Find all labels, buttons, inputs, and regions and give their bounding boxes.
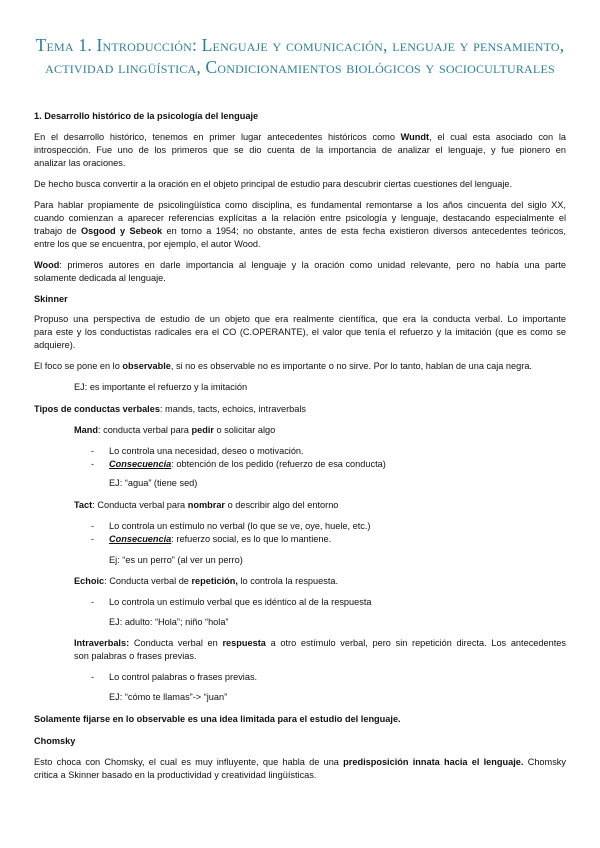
example-line: Ej: “es un perro” (al ver un perro) bbox=[109, 555, 243, 565]
bullet-item: Lo controla un estímulo verbal que es idéntico al de la respuesta bbox=[109, 597, 372, 607]
bullet-item: Consecuencia: refuerzo social, es lo que lo mantiene. bbox=[109, 534, 332, 544]
paragraph-line: entre los que se encuentra, por ejemplo, el autor Wood. bbox=[34, 239, 261, 249]
section-heading-skinner: Skinner bbox=[34, 294, 68, 304]
bullet-item: Lo controla un estímulo no verbal (lo que se ve, oye, huele, etc.) bbox=[109, 521, 371, 531]
bullet-item: Lo control palabras o frases previas. bbox=[109, 672, 258, 682]
paragraph-line: introspección. Fue uno de los primeros que se dio cuenta de la importancia de analizar el lenguaje, y fue pionero en bbox=[34, 145, 566, 155]
bullet-marker: - bbox=[91, 672, 95, 682]
paragraph-line: cuando comienzan a aparecer referencias explícitas a la relación entre psicología y lenguaje, destacando especialmente el bbox=[34, 213, 566, 223]
example-line: EJ: “agua” (tiene sed) bbox=[109, 478, 198, 488]
bullet-item: Consecuencia: obtención de los pedido (refuerzo de esa conducta) bbox=[109, 459, 386, 469]
section-heading-chomsky: Chomsky bbox=[34, 736, 76, 746]
paragraph-line: Para hablar propiamente de psicolingüística como disciplina, es fundamental remontarse a los años cincuenta del siglo XX, bbox=[34, 200, 566, 210]
example-line: EJ: “cómo te llamas”-> “juan” bbox=[109, 692, 228, 702]
paragraph-line: Propuso una perspectiva de estudio de un objeto que era realmente científica, que era la conducta verbal. Lo importante bbox=[34, 314, 566, 324]
example-line: EJ: es importante el refuerzo y la imitación bbox=[74, 382, 248, 392]
paragraph-line: solamente dedicada al lenguaje. bbox=[34, 273, 166, 283]
paragraph-line: adquiere). bbox=[34, 340, 76, 350]
term-mand: Mand: conducta verbal para pedir o solicitar algo bbox=[74, 425, 276, 435]
paragraph-line: para este y los conductistas radicales era el CO (C.OPERANTE), el valor que tenía el refuerzo y la imitación (que es como se bbox=[34, 327, 566, 337]
bullet-marker: - bbox=[91, 446, 95, 456]
paragraph-line: Esto choca con Chomsky, el cual es muy influyente, que habla de una predisposición innata hacia el lenguaje. Chomsky bbox=[34, 757, 566, 767]
term-intraverbals: Intraverbals: Conducta verbal en respuesta a otro estímulo verbal, pero sin repetición directa. Los antecedentes bbox=[74, 638, 566, 648]
term-echoic: Echoic: Conducta verbal de repetición, lo controla la respuesta. bbox=[74, 576, 339, 586]
paragraph-line: Tipos de conductas verbales: mands, tacts, echoics, intraverbals bbox=[34, 404, 306, 414]
bullet-marker: - bbox=[91, 459, 95, 469]
bullet-marker: - bbox=[91, 521, 95, 531]
bullet-marker: - bbox=[91, 597, 95, 607]
bullet-marker: - bbox=[91, 534, 95, 544]
paragraph-line: De hecho busca convertir a la oración en el objeto principal de estudio para descubrir ciertas cuestiones del lenguaje. bbox=[34, 179, 513, 189]
page-title: Tema 1. Introducción: Lenguaje y comunicación, lenguaje y pensamiento, actividad lingüística, Condicionamientos biológicos y socioculturales bbox=[35, 35, 565, 77]
paragraph-line: son palabras o frases previas. bbox=[74, 651, 197, 661]
conclusion-line: Solamente fijarse en lo observable es una idea limitada para el estudio del lenguaje. bbox=[34, 714, 401, 724]
paragraph-line: Wood: primeros autores en darle importancia al lenguaje y la oración como unidad relevante, pero no había una parte bbox=[34, 260, 566, 270]
example-line: EJ: adulto: “Hola”; niño “hola” bbox=[109, 617, 229, 627]
bullet-item: Lo controla una necesidad, deseo o motivación. bbox=[109, 446, 304, 456]
paragraph-line: El foco se pone en lo observable, si no es observable no es importante o no sirve. Por lo tanto, hablan de una caja negra. bbox=[34, 361, 532, 371]
paragraph-line: analizar las oraciones. bbox=[34, 158, 126, 168]
section-heading-1: 1. Desarrollo histórico de la psicología del lenguaje bbox=[34, 111, 259, 121]
paragraph-line: En el desarrollo histórico, tenemos en primer lugar antecedentes históricos como Wundt, el cual esta asociado con la bbox=[34, 132, 566, 142]
paragraph-line: trabajo de Osgood y Sebeok en torno a 1954; no obstante, antes de esta fecha existieron diversos antecedentes teóricos, bbox=[34, 226, 566, 236]
paragraph-line: critica a Skinner basado en la productividad y creatividad lingüísticas. bbox=[34, 770, 317, 780]
term-tact: Tact: Conducta verbal para nombrar o describir algo del entorno bbox=[74, 500, 339, 510]
